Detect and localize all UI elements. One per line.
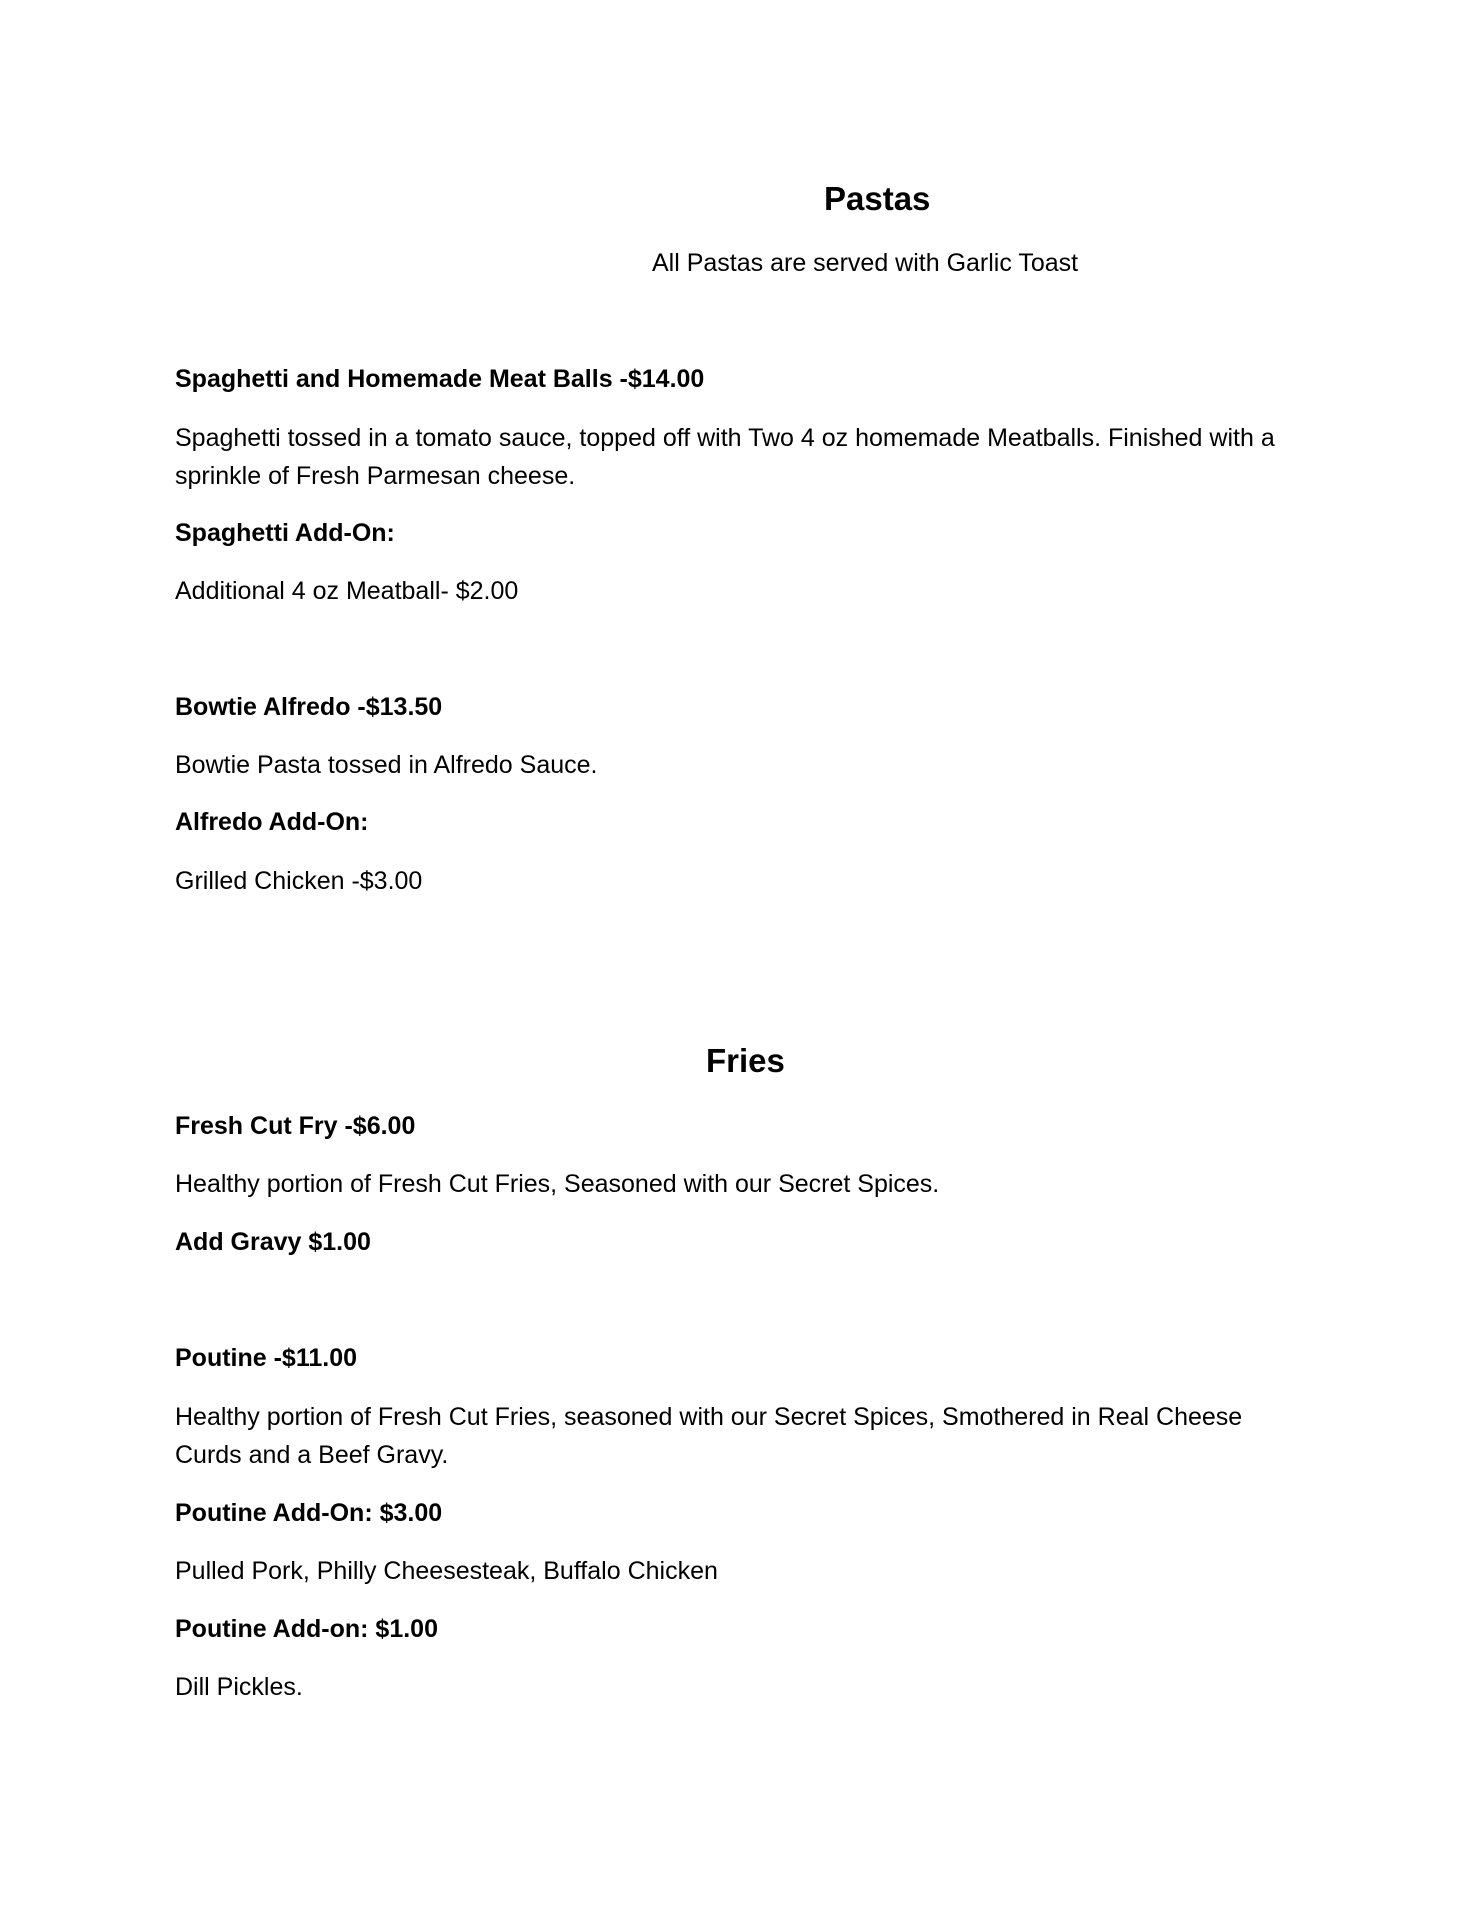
spaghetti-item-name: Spaghetti and Homemade Meat Balls -$14.00 bbox=[175, 365, 705, 393]
alfredo-addon-label: Alfredo Add-On: bbox=[175, 808, 369, 836]
poutine-addon-text: Pulled Pork, Philly Cheesesteak, Buffalo Chicken bbox=[175, 1557, 718, 1585]
spaghetti-addon-text: Additional 4 oz Meatball- $2.00 bbox=[175, 577, 519, 605]
fresh-cut-fry-item-description: Healthy portion of Fresh Cut Fries, Seasoned with our Secret Spices. bbox=[175, 1170, 940, 1198]
fresh-cut-fry-item-name: Fresh Cut Fry -$6.00 bbox=[175, 1112, 416, 1140]
poutine-item-description: Healthy portion of Fresh Cut Fries, seasoned with our Secret Spices, Smothered in Real Cheese Curds and a Beef Gravy. bbox=[175, 1403, 1243, 1469]
fries-heading: Fries bbox=[706, 1042, 785, 1079]
spaghetti-item-description: Spaghetti tossed in a tomato sauce, topped off with Two 4 oz homemade Meatballs. Finished with a sprinkle of Fresh Parmesan cheese. bbox=[175, 424, 1275, 490]
alfredo-addon-text: Grilled Chicken -$3.00 bbox=[175, 867, 423, 895]
pastas-heading: Pastas bbox=[824, 180, 931, 217]
alfredo-item-name: Bowtie Alfredo -$13.50 bbox=[175, 693, 443, 721]
spaghetti-addon-label: Spaghetti Add-On: bbox=[175, 519, 395, 547]
pastas-subtitle: All Pastas are served with Garlic Toast bbox=[652, 249, 1079, 277]
poutine-addon-label: Poutine Add-On: $3.00 bbox=[175, 1499, 443, 1527]
poutine-item-name: Poutine -$11.00 bbox=[175, 1344, 358, 1372]
poutine-addon-text: Dill Pickles. bbox=[175, 1673, 303, 1701]
poutine-addon-label: Poutine Add-on: $1.00 bbox=[175, 1615, 438, 1643]
fresh-cut-fry-addon-label: Add Gravy $1.00 bbox=[175, 1228, 371, 1256]
alfredo-item-description: Bowtie Pasta tossed in Alfredo Sauce. bbox=[175, 751, 598, 779]
